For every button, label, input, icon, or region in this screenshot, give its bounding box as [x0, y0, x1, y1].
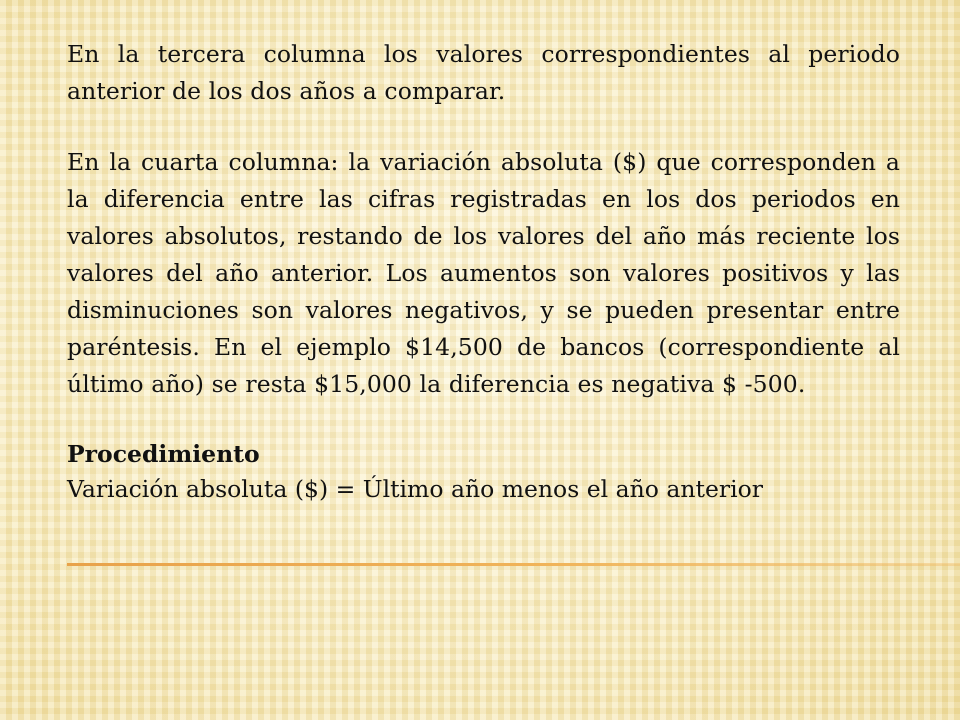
paragraph-spacer — [67, 110, 900, 144]
slide-content — [67, 36, 900, 507]
paragraph-fourth-column: En la cuarta columna: la variación absoluta ($) que corresponden a la diferencia entre las cifras registradas en los dos periodos en valores absolutos, restando de los valores del año más reciente los valores del año anterior. Los aumentos son valores positivos y las disminuciones son valores negativos, y se pueden presentar entre paréntesis. En el ejemplo $14,500 de bancos (correspondiente al último año) se resta $15,000 la diferencia es negativa $ -500. — [67, 148, 900, 398]
orange-divider-line — [67, 563, 960, 566]
paragraph-third-column: En la tercera columna los valores correspondientes al periodo anterior de los dos años a comparar. — [67, 40, 900, 105]
procedure-heading: Procedimiento — [67, 440, 260, 468]
procedure-formula: Variación absoluta ($) = Último año menos el año anterior — [67, 475, 764, 503]
paragraph-spacer — [67, 403, 900, 437]
